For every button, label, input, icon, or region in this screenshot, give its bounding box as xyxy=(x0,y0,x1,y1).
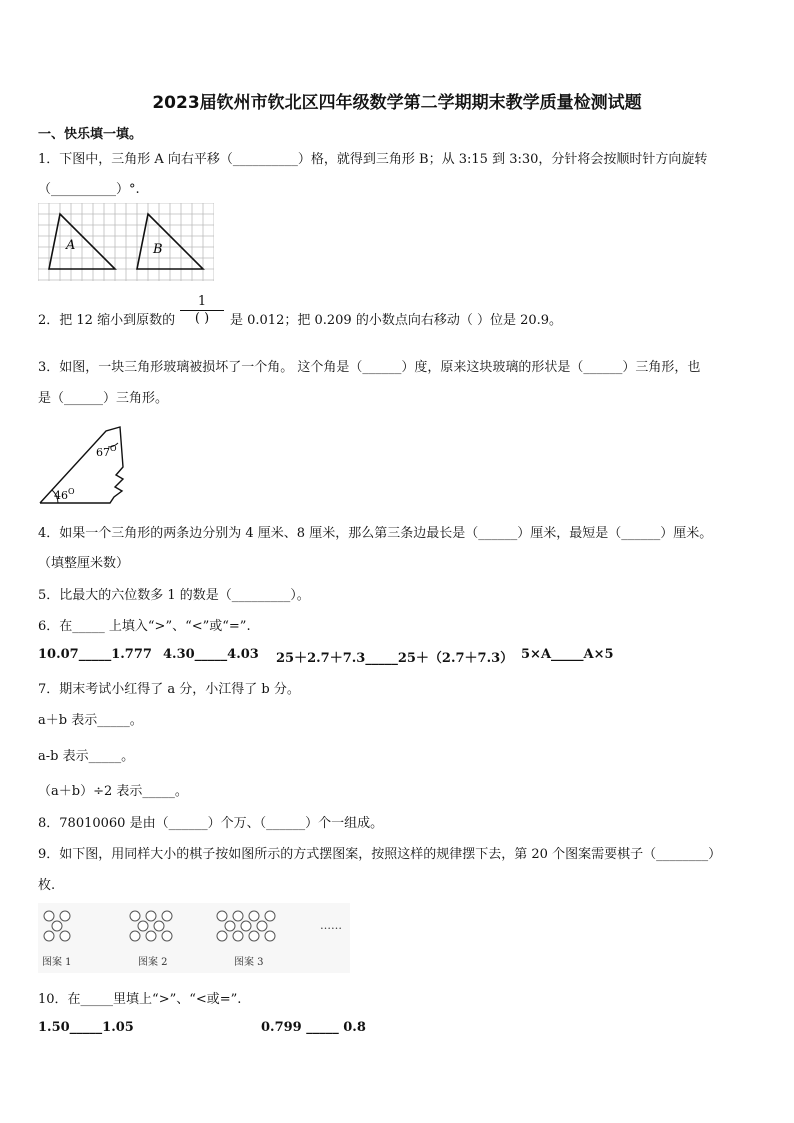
fraction-numerator: 1 xyxy=(180,294,224,311)
compare-item: 10.07_____1.777 xyxy=(38,647,152,662)
angle-top-degree: O xyxy=(110,444,117,453)
page-title: 2023届钦州市钦北区四年级数学第二学期期末教学质量检测试题 xyxy=(152,93,642,113)
pattern-label-3: 图案 3 xyxy=(234,957,264,968)
question-6-line-1: 6．在_____ 上填入“>”、“<”或“=”. xyxy=(38,619,251,634)
question-7-line-4: （a＋b）÷2 表示_____。 xyxy=(38,784,188,799)
question-9-line-2: 枚. xyxy=(38,878,56,893)
question-10-line-1: 10．在_____里填上“>”、“<或=”. xyxy=(38,992,242,1007)
question-2-end: 是 0.012；把 0.209 的小数点向右移动（ ）位是 20.9。 xyxy=(230,313,563,328)
angle-top-value: 67 xyxy=(96,446,110,459)
triangle-b-label: B xyxy=(153,242,163,257)
question-5: 5．比最大的六位数多 1 的数是（_________）。 xyxy=(38,588,310,603)
pattern-label-1: 图案 1 xyxy=(42,957,72,968)
compare-item: 1.50_____1.05 xyxy=(38,1020,134,1035)
pattern-label-2: 图案 2 xyxy=(138,957,168,968)
question-1-line-1: 1．下图中，三角形 A 向右平移（__________）格，就得到三角形 B；从 3:15 到 3:30，分针将会按顺时针方向旋转 xyxy=(38,152,708,167)
question-1-line-2: （__________）°. xyxy=(38,182,140,197)
fraction-denominator: ( ) xyxy=(194,311,210,326)
question-7-line-2: a＋b 表示_____。 xyxy=(38,713,143,728)
question-7-line-1: 7．期末考试小红得了 a 分，小江得了 b 分。 xyxy=(38,682,300,697)
question-4-line-2: （填整厘米数） xyxy=(38,556,130,571)
question-2-start: 2．把 12 缩小到原数的 xyxy=(38,313,176,328)
compare-item: 0.799 _____ 0.8 xyxy=(261,1020,366,1035)
question-9-line-1: 9．如下图，用同样大小的棋子按如图所示的方式摆图案，按照这样的规律摆下去，第 20 个图案需要棋子（________） xyxy=(38,847,722,862)
question-3-line-2: 是（______）三角形。 xyxy=(38,391,169,406)
triangle-a-label: A xyxy=(66,238,76,253)
section-heading: 一、快乐填一填。 xyxy=(38,127,143,142)
question-3-line-1: 3．如图，一块三角形玻璃被损坏了一个角。 这个角是（______）度，原来这块玻璃的形状是（______）三角形，也 xyxy=(38,360,701,375)
angle-bottom-value: 46 xyxy=(54,489,68,502)
fraction xyxy=(180,294,224,329)
chess-pattern-figure xyxy=(38,903,350,973)
question-4-line-1: 4．如果一个三角形的两条边分别为 4 厘米、8 厘米，那么第三条边最长是（______）厘米，最短是（______）厘米。 xyxy=(38,526,713,541)
pattern-ellipsis: …… xyxy=(320,919,342,932)
compare-item: 25＋2.7＋7.3_____25＋（2.7＋7.3） xyxy=(276,651,514,666)
question-8: 8．78010060 是由（______）个万、（______）个一组成。 xyxy=(38,816,384,831)
compare-item: 5×A_____A×5 xyxy=(521,647,614,662)
angle-bottom-degree: O xyxy=(68,487,75,496)
compare-item: 4.30_____4.03 xyxy=(163,647,259,662)
triangle-grid-figure xyxy=(38,203,214,281)
question-7-line-3: a-b 表示_____。 xyxy=(38,749,135,764)
broken-glass-figure xyxy=(38,425,133,505)
